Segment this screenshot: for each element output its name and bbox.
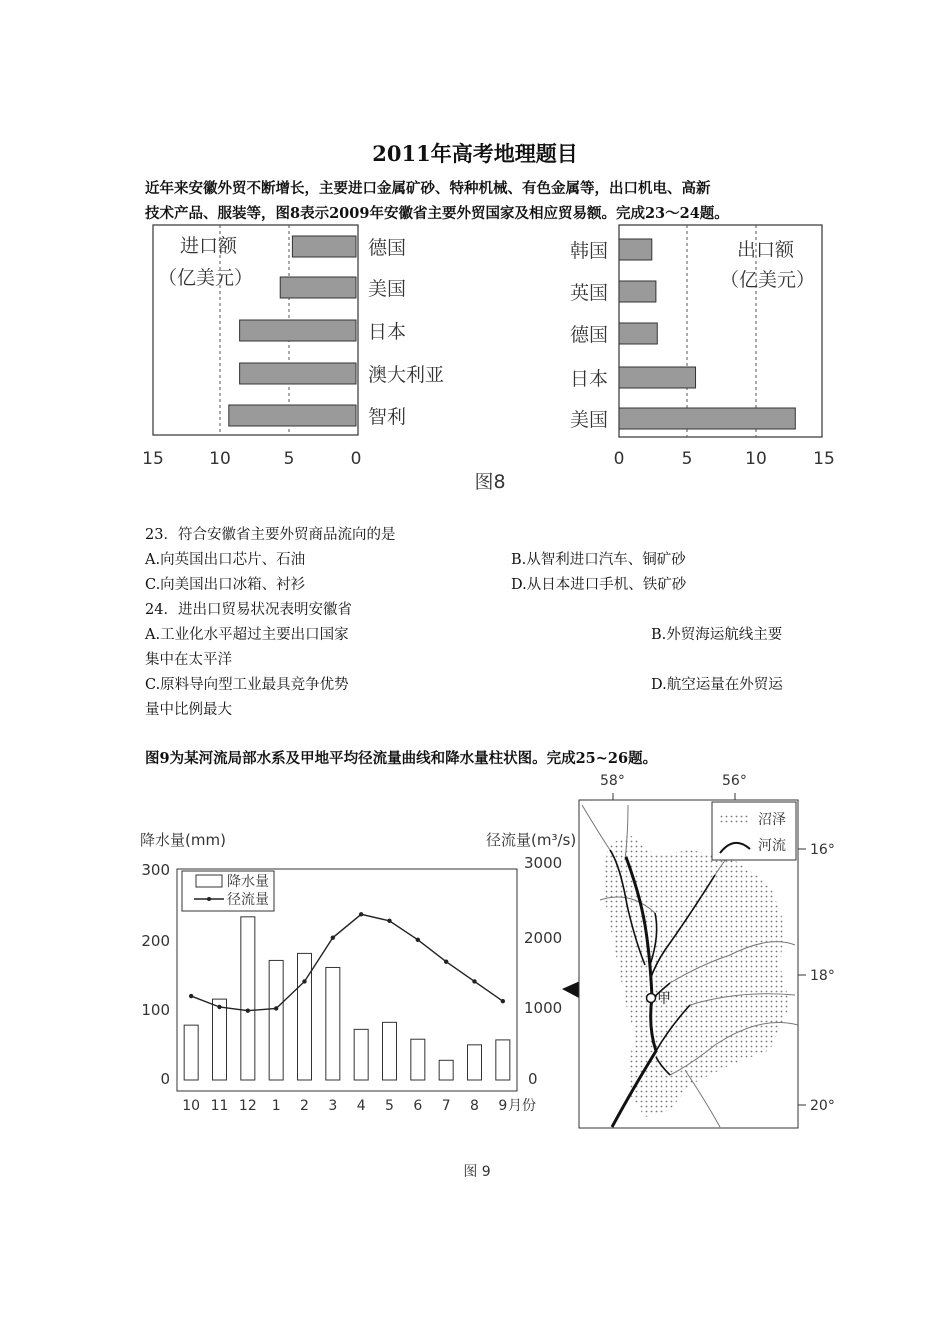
month-label-3: 12 xyxy=(238,1098,257,1114)
month-label-9: 6 xyxy=(413,1098,423,1114)
figure-9-caption: 图 9 xyxy=(463,1164,491,1180)
legend-rain-swatch xyxy=(196,875,222,887)
runoff-point-4 xyxy=(274,1006,278,1010)
import-category-label-5: 智利 xyxy=(368,406,407,428)
import-tick-0: 0 xyxy=(350,449,362,469)
import-bar-4 xyxy=(240,363,356,384)
rain-bar-2 xyxy=(213,999,227,1080)
q24-option-b-continued: 集中在太平洋 xyxy=(145,652,232,668)
q23-option-d[interactable]: D.从日本进口手机、铁矿砂 xyxy=(511,577,687,593)
rain-bar-4 xyxy=(269,960,283,1080)
left-tick-100: 100 xyxy=(141,1001,170,1019)
export-tick-15: 15 xyxy=(813,449,835,469)
import-tick-5: 5 xyxy=(283,449,295,469)
export-bar-2 xyxy=(619,281,656,302)
import-bar-1 xyxy=(292,236,356,257)
rain-bar-6 xyxy=(326,967,340,1080)
import-bar-2 xyxy=(280,277,356,298)
q24-option-c[interactable]: C.原料导向型工业最具竞争优势 xyxy=(145,677,349,693)
rain-bar-10 xyxy=(439,1060,453,1080)
place-label-jia: 甲 xyxy=(657,991,671,1007)
rain-bar-3 xyxy=(241,917,255,1080)
month-label-2: 11 xyxy=(210,1098,229,1114)
import-bar-3 xyxy=(240,320,356,341)
month-label-4: 1 xyxy=(271,1098,281,1114)
export-bar-3 xyxy=(619,323,657,344)
x-axis-label: 月份 xyxy=(508,1098,536,1114)
runoff-point-3 xyxy=(246,1008,250,1012)
figure-8 xyxy=(130,222,850,497)
month-label-8: 5 xyxy=(385,1098,394,1114)
map-legend-marsh-label: 沼泽 xyxy=(758,812,786,828)
page-title: 2011年高考地理题目 xyxy=(372,141,578,166)
export-bar-5 xyxy=(619,408,795,429)
export-tick-0: 0 xyxy=(613,449,625,469)
runoff-point-1 xyxy=(189,994,193,998)
import-category-label-3: 日本 xyxy=(368,321,407,343)
runoff-point-11 xyxy=(472,979,476,983)
lon-label-56: 56° xyxy=(722,773,747,789)
legend-runoff-label: 径流量 xyxy=(227,892,269,908)
right-tick-3000: 3000 xyxy=(524,854,563,872)
lat-label-20: 20° xyxy=(810,1098,835,1114)
place-marker-jia xyxy=(647,994,656,1003)
q23-option-a[interactable]: A.向英国出口芯片、石油 xyxy=(145,552,306,568)
rain-bar-7 xyxy=(354,1029,368,1080)
runoff-point-5 xyxy=(302,979,306,983)
import-axis-label-1: 进口额 xyxy=(180,235,238,257)
export-bar-1 xyxy=(619,239,652,260)
month-label-7: 4 xyxy=(356,1098,366,1114)
q24-option-d[interactable]: D.航空运量在外贸运 xyxy=(651,677,783,693)
runoff-point-8 xyxy=(387,919,391,923)
month-label-6: 3 xyxy=(328,1098,338,1114)
rain-bar-1 xyxy=(184,1025,198,1080)
export-axis-label-2: （亿美元） xyxy=(720,269,816,291)
rain-bar-5 xyxy=(298,953,312,1080)
month-label-11: 8 xyxy=(470,1098,479,1114)
import-panel xyxy=(142,225,444,469)
right-tick-2000: 2000 xyxy=(524,929,563,947)
month-label-5: 2 xyxy=(300,1098,309,1114)
import-category-label-2: 美国 xyxy=(368,278,407,300)
left-tick-300: 300 xyxy=(141,861,170,879)
export-category-label-4: 日本 xyxy=(570,368,609,390)
export-category-label-3: 德国 xyxy=(570,324,609,346)
climate-chart xyxy=(140,831,576,1114)
right-tick-0: 0 xyxy=(528,1070,538,1088)
import-axis-label-2: （亿美元） xyxy=(158,267,254,289)
map-legend-river-label: 河流 xyxy=(758,838,786,854)
figure-9 xyxy=(130,765,850,1195)
intro-paragraph-1 xyxy=(145,176,815,226)
intro-paragraph-2: 图9为某河流局部水系及甲地平均径流量曲线和降水量柱状图。完成25~26题。 xyxy=(145,750,658,767)
right-axis-title: 径流量(m³/s) xyxy=(486,831,577,849)
intro-line-2: 技术产品、服装等，图8表示2009年安徽省主要外贸国家及相应贸易额。完成23～24题。 xyxy=(145,205,729,222)
q24-option-b[interactable]: B.外贸海运航线主要 xyxy=(651,627,783,643)
river-map xyxy=(579,773,835,1128)
q23-option-b[interactable]: B.从智利进口汽车、铜矿砂 xyxy=(511,552,686,568)
import-category-label-4: 澳大利亚 xyxy=(368,364,445,386)
export-category-label-5: 美国 xyxy=(570,409,609,431)
export-category-label-1: 韩国 xyxy=(570,240,609,262)
export-bar-4 xyxy=(619,367,696,388)
legend-runoff-marker xyxy=(207,897,211,901)
q24-option-d-continued: 量中比例最大 xyxy=(145,702,232,718)
left-tick-200: 200 xyxy=(141,932,170,950)
rain-bar-9 xyxy=(411,1039,425,1080)
figure-8-caption: 图8 xyxy=(474,471,506,493)
q23-stem: 23．符合安徽省主要外贸商品流向的是 xyxy=(145,527,396,543)
import-tick-15: 15 xyxy=(142,449,164,469)
left-axis-title: 降水量(mm) xyxy=(140,831,226,849)
export-tick-5: 5 xyxy=(681,449,693,469)
runoff-point-9 xyxy=(416,938,420,942)
runoff-point-2 xyxy=(217,1005,221,1009)
runoff-line xyxy=(191,914,503,1010)
month-label-12: 9 xyxy=(498,1098,508,1114)
right-tick-1000: 1000 xyxy=(524,999,563,1017)
intro-line-1: 近年来安徽外贸不断增长，主要进口金属矿砂、特种机械、有色金属等，出口机电、高新 xyxy=(145,180,711,197)
lat-label-16: 16° xyxy=(810,842,835,858)
export-axis-label-1: 出口额 xyxy=(737,239,795,261)
import-category-label-1: 德国 xyxy=(368,237,407,259)
lon-label-58: 58° xyxy=(600,773,625,789)
runoff-point-6 xyxy=(331,935,335,939)
left-tick-0: 0 xyxy=(160,1070,170,1088)
q23-option-c[interactable]: C.向美国出口冰箱、衬衫 xyxy=(145,577,306,593)
legend-rain-label: 降水量 xyxy=(227,874,269,890)
rain-bar-8 xyxy=(383,1022,397,1080)
month-label-1: 10 xyxy=(182,1098,201,1114)
lat-label-18: 18° xyxy=(810,968,835,984)
rain-bar-11 xyxy=(468,1045,482,1080)
import-bar-5 xyxy=(229,405,356,426)
runoff-point-10 xyxy=(444,960,448,964)
q24-option-a[interactable]: A.工业化水平超过主要出口国家 xyxy=(145,627,349,643)
import-tick-10: 10 xyxy=(209,449,231,469)
export-panel xyxy=(570,225,835,469)
q24-stem: 24．进出口贸易状况表明安徽省 xyxy=(145,602,352,618)
rain-bar-12 xyxy=(496,1040,510,1080)
export-category-label-2: 英国 xyxy=(570,282,609,304)
runoff-point-7 xyxy=(359,912,363,916)
month-label-10: 7 xyxy=(441,1098,451,1114)
runoff-point-12 xyxy=(501,999,505,1003)
export-tick-10: 10 xyxy=(745,449,767,469)
map-legend-marsh-swatch xyxy=(720,814,750,825)
